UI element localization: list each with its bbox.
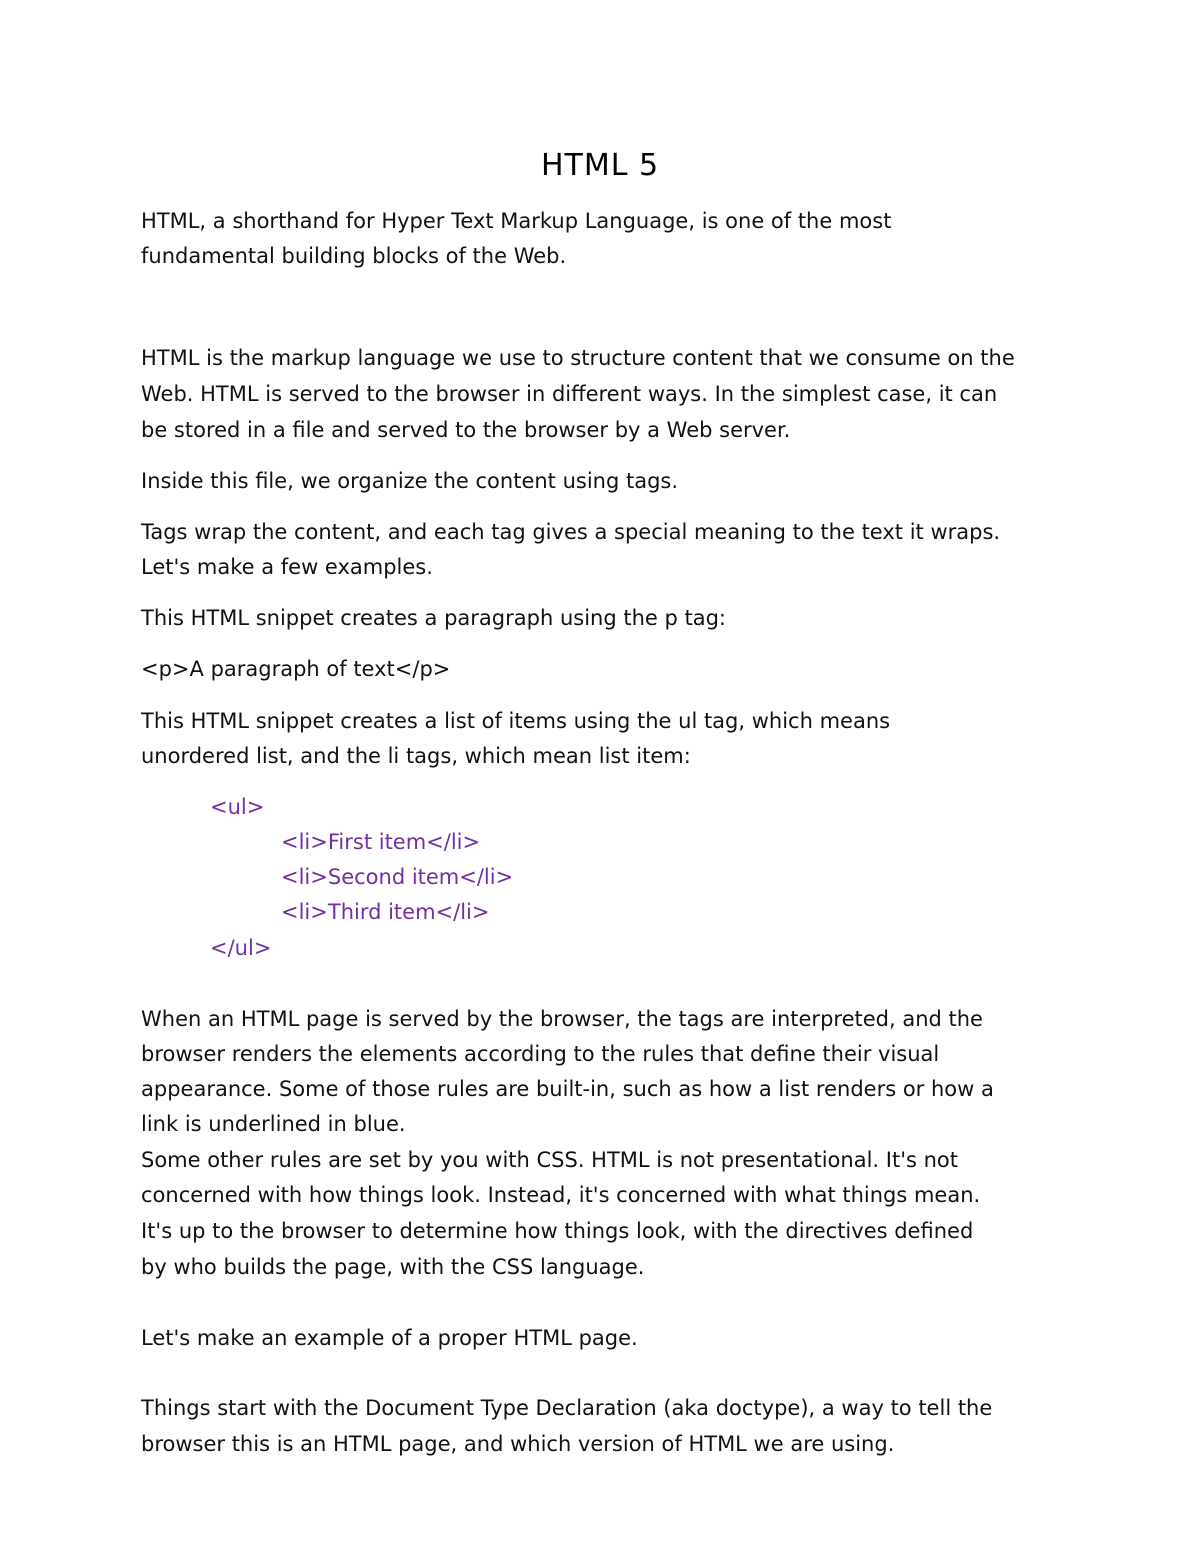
paragraph-rendering-line: When an HTML page is served by the browser, the tags are interpreted, and the — [141, 1007, 983, 1031]
code-list-item: <li>Second item</li> — [281, 865, 514, 889]
paragraph-ul-tag-line: This HTML snippet creates a list of items using the ul tag, which means — [141, 709, 891, 733]
paragraph-doctype-line: Things start with the Document Type Declaration (aka doctype), a way to tell the — [141, 1396, 993, 1420]
paragraph-p-example: <p>A paragraph of text</p> — [141, 657, 451, 681]
code-ul-open: <ul> — [210, 795, 265, 819]
paragraph-rendering-line: link is underlined in blue. — [141, 1112, 406, 1136]
paragraph-rendering-line: browser renders the elements according to the rules that define their visual — [141, 1042, 940, 1066]
paragraph-example-intro: Let's make an example of a proper HTML page. — [141, 1326, 638, 1350]
paragraph-markup-line: HTML is the markup language we use to structure content that we consume on the — [141, 346, 1015, 370]
paragraph-ul-tag-line: unordered list, and the li tags, which mean list item: — [141, 744, 691, 768]
document-title: HTML 5 — [540, 148, 660, 183]
paragraph-rendering-line: Some other rules are set by you with CSS. HTML is not presentational. It's not — [141, 1148, 958, 1172]
paragraph-tags-intro: Inside this file, we organize the content using tags. — [141, 469, 679, 493]
paragraph-markup-line: be stored in a file and served to the browser by a Web server. — [141, 418, 791, 442]
paragraph-rendering-line: It's up to the browser to determine how things look, with the directives defined — [141, 1219, 974, 1243]
paragraph-p-tag: This HTML snippet creates a paragraph using the p tag: — [141, 606, 726, 630]
paragraph-rendering-line: by who builds the page, with the CSS language. — [141, 1255, 645, 1279]
paragraph-tags-wrap-line: Tags wrap the content, and each tag gives a special meaning to the text it wraps. — [141, 520, 1001, 544]
paragraph-doctype-line: browser this is an HTML page, and which version of HTML we are using. — [141, 1432, 895, 1456]
paragraph-rendering-line: concerned with how things look. Instead, it's concerned with what things mean. — [141, 1183, 981, 1207]
paragraph-markup-line: Web. HTML is served to the browser in different ways. In the simplest case, it can — [141, 382, 998, 406]
code-ul-close: </ul> — [210, 936, 272, 960]
paragraph-intro-line: HTML, a shorthand for Hyper Text Markup Language, is one of the most — [141, 209, 892, 233]
paragraph-intro-line: fundamental building blocks of the Web. — [141, 244, 567, 268]
paragraph-rendering-line: appearance. Some of those rules are built-in, such as how a list renders or how a — [141, 1077, 994, 1101]
paragraph-tags-wrap-line: Let's make a few examples. — [141, 555, 433, 579]
code-list-item: <li>First item</li> — [281, 830, 481, 854]
code-list-item: <li>Third item</li> — [281, 900, 490, 924]
